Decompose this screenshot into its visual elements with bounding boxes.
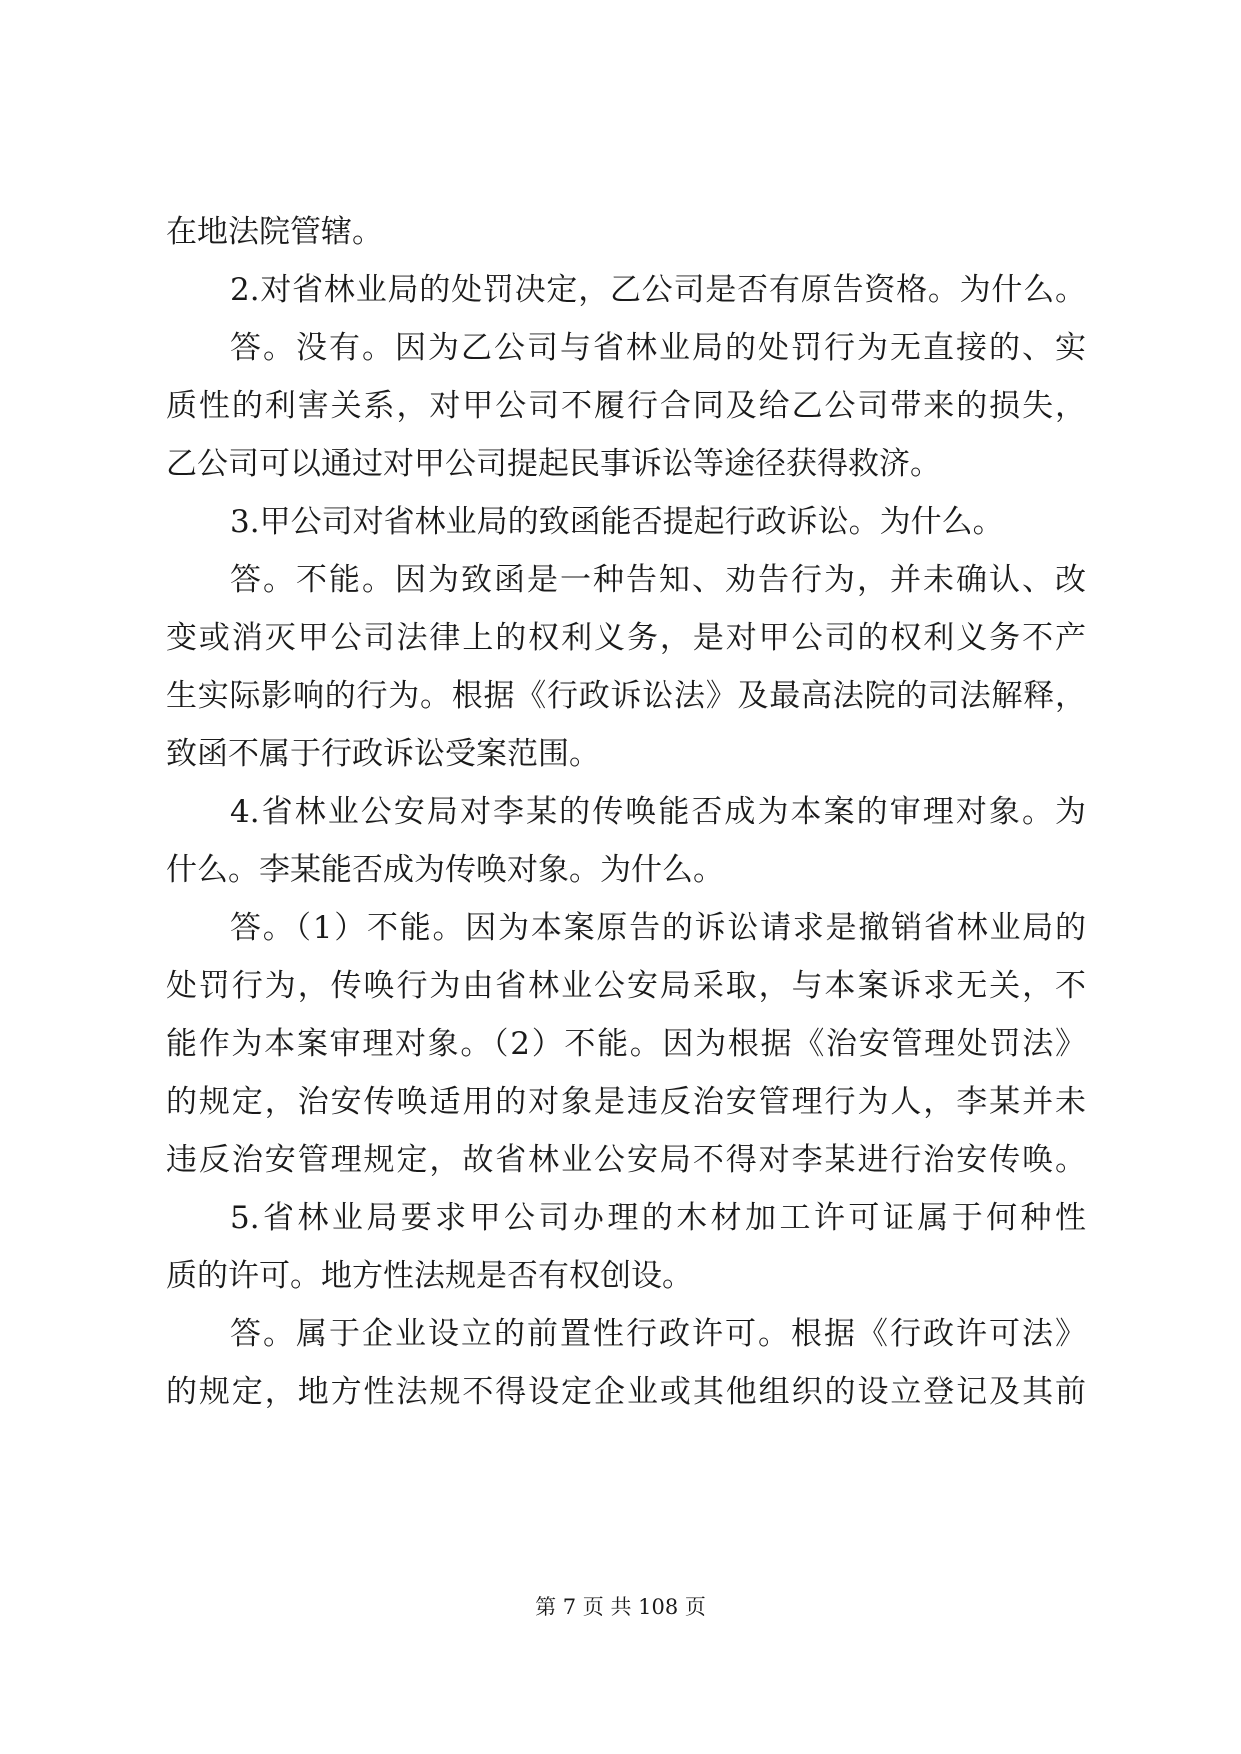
text-line: 在地法院管辖。 — [166, 214, 383, 250]
answer-line: 致函不属于行政诉讼受案范围。 — [166, 736, 600, 772]
answer-line: 能作为本案审理对象。（2）不能。因为根据《治安管理处罚法》 — [166, 1026, 1086, 1062]
answer-line: 乙公司可以通过对甲公司提起民事诉讼等途径获得救济。 — [166, 446, 941, 482]
question-line: 4.省林业公安局对李某的传唤能否成为本案的审理对象。为 — [230, 794, 1086, 830]
question-line: 3.甲公司对省林业局的致函能否提起行政诉讼。为什么。 — [230, 504, 1004, 540]
answer-line: 的规定，地方性法规不得设定企业或其他组织的设立登记及其前 — [166, 1374, 1086, 1410]
question-line: 什么。李某能否成为传唤对象。为什么。 — [166, 852, 724, 888]
question-line: 2.对省林业局的处罚决定，乙公司是否有原告资格。为什么。 — [230, 272, 1086, 308]
answer-line: 的规定，治安传唤适用的对象是违反治安管理行为人，李某并未 — [166, 1084, 1086, 1120]
answer-line: 质性的利害关系，对甲公司不履行合同及给乙公司带来的损失， — [166, 388, 1086, 424]
answer-line: 答。没有。因为乙公司与省林业局的处罚行为无直接的、实 — [230, 330, 1086, 366]
answer-line: 答。属于企业设立的前置性行政许可。根据《行政许可法》 — [230, 1316, 1086, 1352]
answer-line: 生实际影响的行为。根据《行政诉讼法》及最高法院的司法解释， — [166, 678, 1086, 714]
answer-line: 答。（1）不能。因为本案原告的诉讼请求是撤销省林业局的 — [230, 910, 1086, 946]
answer-line: 答。不能。因为致函是一种告知、劝告行为，并未确认、改 — [230, 562, 1086, 598]
answer-line: 变或消灭甲公司法律上的权利义务，是对甲公司的权利义务不产 — [166, 620, 1086, 656]
question-line: 质的许可。地方性法规是否有权创设。 — [166, 1258, 693, 1294]
answer-line: 违反治安管理规定，故省林业公安局不得对李某进行治安传唤。 — [166, 1142, 1086, 1178]
page-number-footer: 第 7 页 共 108 页 — [535, 1595, 706, 1619]
answer-line: 处罚行为，传唤行为由省林业公安局采取，与本案诉求无关，不 — [166, 968, 1086, 1004]
question-line: 5.省林业局要求甲公司办理的木材加工许可证属于何种性 — [230, 1200, 1086, 1236]
